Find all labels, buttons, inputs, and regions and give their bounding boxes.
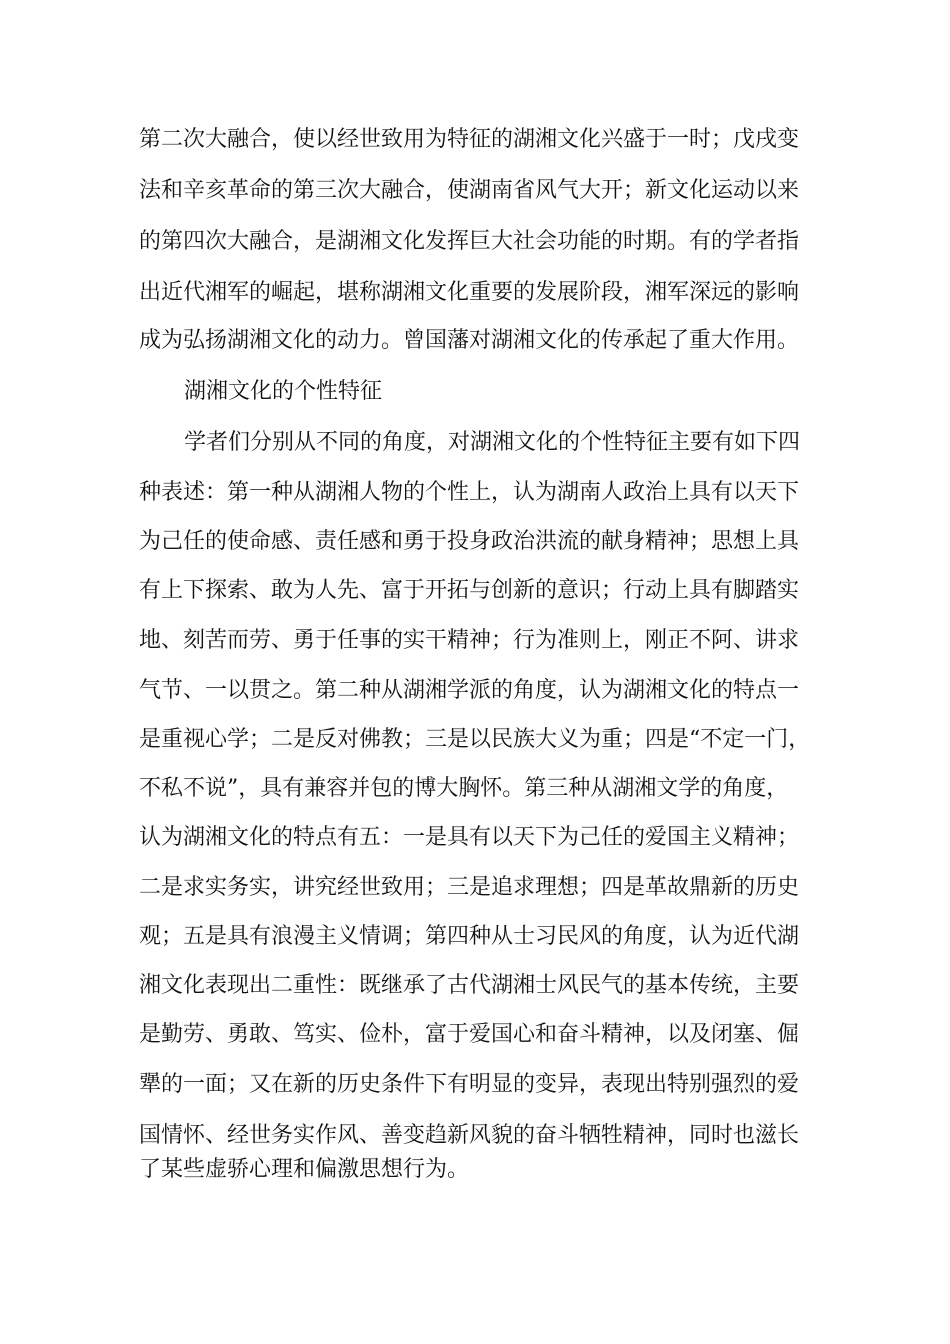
text-line: 国情怀、经世务实作风、善变趋新风貌的奋斗牺牲精神，同时也滋长 <box>139 1123 800 1148</box>
text-line: 的第四次大融合，是湖湘文化发挥巨大社会功能的时期。有的学者指 <box>139 229 800 254</box>
text-line: 气节、一以贯之。第二种从湖湘学派的角度，认为湖湘文化的特点一 <box>139 678 800 703</box>
text-line: 观；五是具有浪漫主义情调；第四种从士习民风的角度，认为近代湖 <box>139 924 800 949</box>
text-line: 是勤劳、勇敢、笃实、俭朴，富于爱国心和奋斗精神，以及闭塞、倔 <box>139 1022 800 1047</box>
text-line: 第二次大融合，使以经世致用为特征的湖湘文化兴盛于一时；戊戌变 <box>139 127 800 152</box>
text-line: 出近代湘军的崛起，堪称湖湘文化重要的发展阶段，湘军深远的影响 <box>139 280 800 305</box>
text-line: 犟的一面；又在新的历史条件下有明显的变异，表现出特别强烈的爱 <box>139 1072 800 1097</box>
text-line: 二是求实务实，讲究经世致用；三是追求理想；四是革故鼎新的历史 <box>139 875 800 900</box>
text-line: 认为湖湘文化的特点有五：一是具有以天下为己任的爱国主义精神； <box>139 825 800 850</box>
text-line: 有上下探索、敢为人先、富于开拓与创新的意识；行动上具有脚踏实 <box>139 578 800 603</box>
text-line: 不私不说”，具有兼容并包的博大胸怀。第三种从湖湘文学的角度， <box>139 776 789 801</box>
text-line: 地、刻苦而劳、勇于任事的实干精神；行为准则上，刚正不阿、讲求 <box>139 628 800 653</box>
text-line: 为己任的使命感、责任感和勇于投身政治洪流的献身精神；思想上具 <box>139 529 800 554</box>
text-line: 学者们分别从不同的角度，对湖湘文化的个性特征主要有如下四 <box>184 430 801 455</box>
text-line: 种表述：第一种从湖湘人物的个性上，认为湖南人政治上具有以天下 <box>139 480 800 505</box>
text-line: 法和辛亥革命的第三次大融合，使湖南省风气大开；新文化运动以来 <box>139 178 800 203</box>
text-line: 湘文化表现出二重性：既继承了古代湖湘士风民气的基本传统，主要 <box>139 973 800 998</box>
text-line: 了某些虚骄心理和偏激思想行为。 <box>139 1157 470 1182</box>
section-heading: 湖湘文化的个性特征 <box>184 379 383 404</box>
text-line: 成为弘扬湖湘文化的动力。曾国藩对湖湘文化的传承起了重大作用。 <box>139 328 800 353</box>
text-line: 是重视心学；二是反对佛教；三是以民族大义为重；四是“不定一门， <box>139 727 811 752</box>
